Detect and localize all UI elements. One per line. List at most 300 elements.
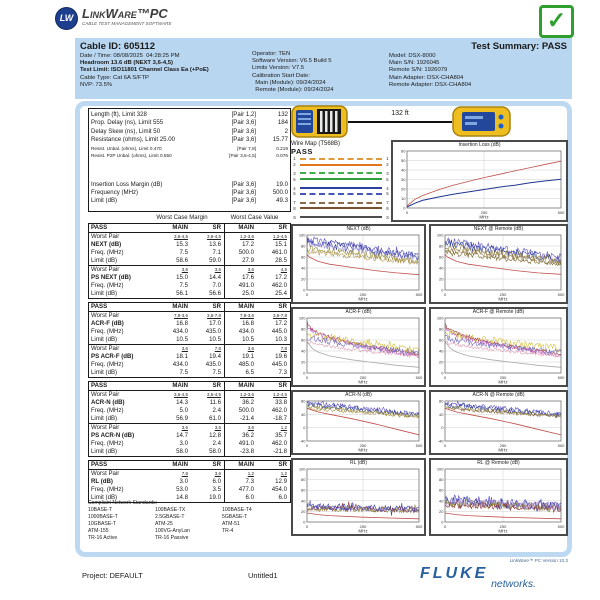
svg-text:30: 30 bbox=[401, 177, 406, 182]
measurement-row bbox=[91, 111, 288, 119]
measurement-value: 0.219 bbox=[276, 145, 288, 151]
table-row-label: Freq. (MHz) bbox=[91, 407, 124, 414]
svg-text:500: 500 bbox=[415, 443, 423, 448]
table-cell-value: 58.6 bbox=[176, 257, 188, 264]
worst-pair-value: 1,2-4,5 bbox=[272, 234, 287, 239]
svg-text:500: 500 bbox=[415, 375, 423, 380]
band-info-line: Main (Module): 09/24/2024 bbox=[252, 79, 326, 86]
table-cell-value: 3.5 bbox=[212, 486, 221, 493]
wire-line bbox=[300, 158, 382, 160]
table-cell-value: 462.0 bbox=[271, 407, 287, 414]
wire-map-status: PASS bbox=[291, 147, 313, 156]
measurement-value: 132 bbox=[277, 111, 288, 118]
table-cell-value: 17.2 bbox=[275, 320, 287, 327]
svg-text:20: 20 bbox=[301, 508, 306, 514]
wire-line bbox=[300, 193, 382, 195]
svg-text:80: 80 bbox=[439, 326, 444, 332]
worst-case-header bbox=[88, 215, 291, 221]
chart-next-remote bbox=[429, 224, 568, 304]
worst-pair-value: 3,6 bbox=[181, 425, 188, 430]
svg-text:20: 20 bbox=[439, 359, 444, 365]
table-cell-value: 36.2 bbox=[224, 399, 257, 407]
table-row-label: Limit (dB) bbox=[91, 290, 118, 297]
wire-line bbox=[300, 207, 382, 209]
software-version-note: LinkWare™ PC Version 10.3 bbox=[509, 558, 568, 563]
chart-title: NEXT @ Remote (dB) bbox=[473, 226, 524, 232]
chart-title: RL (dB) bbox=[349, 460, 368, 466]
worst-pair-label: Worst Pair bbox=[91, 345, 120, 352]
table-cell-value: 12.9 bbox=[275, 478, 287, 485]
chart-acrf-main bbox=[291, 307, 426, 387]
svg-text:100: 100 bbox=[298, 233, 306, 238]
chart-plot bbox=[293, 399, 424, 453]
table-status: PASS bbox=[91, 461, 108, 468]
table-row-label: RL (dB) bbox=[91, 478, 113, 485]
svg-text:MHz: MHz bbox=[498, 379, 508, 385]
svg-text:100: 100 bbox=[436, 467, 444, 472]
logo-subtitle: CABLE TEST MANAGEMENT SOFTWARE bbox=[82, 21, 172, 26]
table-cell-value: 7.1 bbox=[212, 249, 221, 256]
table-cell-value: 435.0 bbox=[205, 328, 221, 335]
table-cell-value: 17.0 bbox=[209, 320, 221, 327]
table-cell-value: 491.0 bbox=[224, 440, 257, 448]
worst-pair-value: 3,6 bbox=[214, 471, 221, 476]
svg-text:40: 40 bbox=[439, 498, 444, 504]
svg-text:40: 40 bbox=[301, 265, 306, 271]
wire-line bbox=[300, 187, 382, 189]
table-cell-value: 25.4 bbox=[275, 290, 287, 297]
svg-text:MHz: MHz bbox=[358, 379, 368, 385]
table-cell-value: 7.5 bbox=[179, 369, 188, 376]
svg-text:MHz: MHz bbox=[479, 214, 489, 220]
standard-item: 5GBASE-T bbox=[222, 513, 248, 520]
band-info-line: Remote S/N: 1926079 bbox=[389, 67, 448, 74]
worst-pair-value: 1,2 bbox=[224, 470, 257, 478]
standards-row bbox=[88, 507, 291, 514]
table-col-header: SR bbox=[212, 461, 221, 468]
fluke-networks-logo bbox=[420, 566, 570, 589]
wire-pin-left: 6 bbox=[293, 176, 296, 182]
wire-line bbox=[300, 172, 382, 174]
wire-pin-left: 7 bbox=[293, 200, 296, 206]
table-cell-value: 7.3 bbox=[278, 369, 287, 376]
table-col-header: MAIN bbox=[172, 461, 188, 468]
svg-text:60: 60 bbox=[301, 254, 306, 260]
table-cell-value: 2.4 bbox=[212, 407, 221, 414]
table-cell-value: 434.0 bbox=[172, 328, 188, 335]
chart-next-main bbox=[291, 224, 426, 304]
table-cell-value: 445.0 bbox=[271, 328, 287, 335]
wire-row bbox=[291, 191, 391, 197]
svg-text:MHz: MHz bbox=[358, 528, 368, 534]
svg-text:100: 100 bbox=[298, 316, 306, 321]
band-info-line: Cable Type: Cat 6A S/FTP bbox=[80, 74, 149, 81]
table-cell-value: 10.5 bbox=[224, 336, 257, 344]
summary-band bbox=[75, 38, 572, 99]
table-row-label: Freq. (MHz) bbox=[91, 486, 124, 493]
table-cell-value: -21.4 bbox=[224, 415, 257, 423]
chart-rl-main bbox=[291, 458, 426, 536]
standards-row bbox=[88, 521, 291, 528]
footer-project: Project: DEFAULT bbox=[82, 571, 143, 580]
table-cell-value: 6.0 bbox=[212, 478, 221, 485]
worst-pair-value: 3,6 bbox=[214, 425, 221, 430]
measurement-label: Length (ft), Limit 328 bbox=[91, 111, 147, 118]
chart-acrn-remote bbox=[429, 390, 568, 455]
measurement-row bbox=[91, 119, 288, 127]
worst-pair-value: 3,6 bbox=[224, 266, 257, 274]
measurement-value: 15.77 bbox=[272, 136, 288, 144]
table-row-label: ACR-F (dB) bbox=[91, 320, 124, 327]
result-table bbox=[88, 460, 291, 503]
measurement-row bbox=[91, 128, 288, 136]
table-cell-value: 491.0 bbox=[224, 282, 257, 290]
table-cell-value: 18.1 bbox=[176, 353, 188, 360]
wire-line bbox=[300, 178, 382, 180]
worst-pair-value: 3,6-4,5 bbox=[173, 392, 188, 397]
measurement-pair: [Pair 3,6] bbox=[231, 136, 256, 144]
svg-text:500: 500 bbox=[415, 524, 423, 529]
measurement-row bbox=[91, 197, 288, 205]
svg-text:20: 20 bbox=[439, 508, 444, 514]
table-cell-value: 3.0 bbox=[179, 478, 188, 485]
measurement-pair: [Pair 3,6] bbox=[231, 197, 256, 205]
measurement-value: 2 bbox=[284, 127, 288, 135]
measurement-label: Resistance (ohms), Limit 25.00 bbox=[91, 136, 175, 144]
chart-plot bbox=[431, 316, 566, 385]
table-row-label: ACR-N (dB) bbox=[91, 399, 125, 406]
standard-item: TR-4 bbox=[222, 527, 234, 534]
measurement-label: Prop. Delay (ns), Limit 555 bbox=[91, 119, 164, 127]
table-cell-value: 27.9 bbox=[224, 257, 257, 265]
wire-pin-right: 8 bbox=[386, 205, 389, 211]
wire-pin-right: S bbox=[386, 214, 389, 220]
svg-text:500: 500 bbox=[557, 375, 565, 380]
table-cell-value: 61.0 bbox=[209, 415, 221, 422]
table-cell-value: 477.0 bbox=[224, 486, 257, 494]
table-cell-value: 56.9 bbox=[176, 415, 188, 422]
wire-pin-left: 1 bbox=[293, 156, 296, 162]
measurement-summary-box bbox=[88, 108, 291, 212]
svg-text:0: 0 bbox=[441, 425, 444, 431]
svg-text:0: 0 bbox=[443, 292, 447, 297]
table-cell-value: 7.0 bbox=[212, 282, 221, 289]
chart-title: ACR-N @ Remote (dB) bbox=[472, 392, 525, 398]
svg-text:250: 250 bbox=[499, 375, 507, 380]
footer-filename: Untitled1 bbox=[248, 571, 278, 580]
table-col-header: MAIN bbox=[224, 303, 257, 311]
svg-text:20: 20 bbox=[401, 186, 406, 192]
standard-item: TR-16 Passive bbox=[155, 534, 189, 541]
wire-row bbox=[291, 176, 391, 182]
svg-text:MHz: MHz bbox=[498, 296, 508, 302]
svg-text:0: 0 bbox=[403, 205, 406, 211]
standard-item: 2.5GBASE-T bbox=[155, 513, 185, 520]
svg-text:100: 100 bbox=[298, 467, 306, 472]
table-row-label: Limit (dB) bbox=[91, 448, 118, 455]
svg-text:MHz: MHz bbox=[358, 296, 368, 302]
svg-text:500: 500 bbox=[557, 524, 565, 529]
chart-plot bbox=[293, 316, 424, 385]
table-cell-value: 19.4 bbox=[209, 353, 221, 360]
table-cell-value: 6.0 bbox=[278, 494, 287, 501]
worst-pair-value: 7,8 bbox=[181, 471, 188, 476]
svg-text:MHz: MHz bbox=[498, 528, 508, 534]
chart-title: ACR-F @ Remote (dB) bbox=[472, 309, 525, 315]
worst-pair-label: Worst Pair bbox=[91, 424, 120, 431]
svg-text:250: 250 bbox=[359, 443, 367, 448]
table-cell-value: 434.0 bbox=[224, 328, 257, 336]
svg-text:40: 40 bbox=[439, 348, 444, 354]
wire-row bbox=[291, 214, 391, 220]
chart-title: Insertion Loss (dB) bbox=[458, 142, 501, 148]
table-cell-value: 6.5 bbox=[224, 369, 257, 377]
measurement-row bbox=[91, 181, 288, 189]
measurement-label: Resist. Unbal. (ohms), Limit 0.470 bbox=[91, 145, 162, 151]
worst-pair-value: 3,6 bbox=[214, 267, 221, 272]
chart-acrn-main bbox=[291, 390, 426, 455]
table-col-header: SR bbox=[278, 382, 287, 389]
table-cell-value: 7.5 bbox=[212, 369, 221, 376]
svg-text:0: 0 bbox=[305, 524, 309, 529]
chart-title: ACR-F (dB) bbox=[345, 309, 372, 315]
chart-acrf-remote bbox=[429, 307, 568, 387]
chart-rl-remote bbox=[429, 458, 568, 536]
chart-plot bbox=[293, 233, 424, 302]
table-cell-value: 7.5 bbox=[179, 249, 188, 256]
svg-text:0: 0 bbox=[443, 524, 447, 529]
table-cell-value: 454.0 bbox=[271, 486, 287, 493]
chart-plot bbox=[431, 467, 566, 534]
table-cell-value: -23.8 bbox=[224, 448, 257, 456]
linkware-logo-badge-icon: LW bbox=[55, 7, 78, 30]
table-col-header: SR bbox=[212, 382, 221, 389]
worst-pair-value: 7,8-3,6 bbox=[224, 312, 257, 320]
worst-pair-value: 3,6-4,5 bbox=[173, 234, 188, 239]
table-cell-value: 485.0 bbox=[224, 361, 257, 369]
table-cell-value: 3.0 bbox=[179, 440, 188, 447]
svg-text:0: 0 bbox=[441, 519, 444, 525]
wire-line bbox=[300, 216, 382, 218]
svg-text:40: 40 bbox=[439, 265, 444, 271]
standard-item: 100BASE-TX bbox=[155, 507, 186, 513]
svg-text:60: 60 bbox=[439, 337, 444, 343]
worst-pair-label: Worst Pair bbox=[91, 233, 120, 240]
measurement-pair: [Pair 3,6] bbox=[231, 189, 256, 197]
worst-pair-label: Worst Pair bbox=[91, 470, 120, 477]
svg-text:250: 250 bbox=[499, 524, 507, 529]
table-cell-value: 58.0 bbox=[176, 448, 188, 455]
worst-pair-value: 3,6 bbox=[181, 346, 188, 351]
table-cell-value: 19.0 bbox=[209, 494, 221, 501]
svg-text:0: 0 bbox=[441, 370, 444, 376]
worst-case-margin-label: Worst Case Margin bbox=[156, 215, 208, 221]
svg-text:60: 60 bbox=[439, 487, 444, 493]
measurement-row bbox=[91, 152, 288, 159]
standard-item: 100VG-AnyLan bbox=[155, 527, 190, 534]
worst-pair-value: 7,8-3,6 bbox=[173, 313, 188, 318]
table-row-label: PS NEXT (dB) bbox=[91, 274, 131, 281]
summary-band-col2 bbox=[252, 41, 389, 96]
cable-length-label: 132 ft bbox=[391, 110, 409, 117]
result-table bbox=[88, 223, 291, 299]
table-cell-value: 53.0 bbox=[176, 486, 188, 493]
measurement-pair: [Pair 3,6-4,5] bbox=[229, 152, 256, 158]
wire-pin-left: 4 bbox=[293, 185, 296, 191]
wire-pin-right: 6 bbox=[386, 176, 389, 182]
table-col-header: SR bbox=[278, 461, 287, 468]
cable-run-line bbox=[348, 121, 452, 123]
measurement-label: Insertion Loss Margin (dB) bbox=[91, 180, 163, 188]
measurement-row bbox=[91, 136, 288, 144]
standard-item: 100BASE-T4 bbox=[222, 507, 252, 513]
standard-item bbox=[222, 535, 289, 542]
result-tables bbox=[88, 223, 291, 506]
svg-text:60: 60 bbox=[439, 254, 444, 260]
table-cell-value: 10.3 bbox=[275, 336, 287, 343]
table-cell-value: 14.7 bbox=[176, 432, 188, 439]
svg-text:0: 0 bbox=[305, 292, 309, 297]
svg-text:500: 500 bbox=[557, 210, 565, 215]
table-row-label: Limit (dB) bbox=[91, 257, 118, 264]
svg-text:0: 0 bbox=[305, 443, 309, 448]
measurement-label: Delay Skew (ns), Limit 50 bbox=[91, 127, 161, 135]
chart-title: ACR-N (dB) bbox=[345, 392, 372, 398]
wire-pin-right: 4 bbox=[386, 185, 389, 191]
wire-pin-left: S bbox=[293, 214, 296, 220]
table-status: PASS bbox=[91, 382, 108, 389]
table-col-header: MAIN bbox=[172, 303, 188, 310]
svg-text:50: 50 bbox=[401, 158, 406, 163]
table-cell-value: -21.8 bbox=[273, 448, 287, 455]
table-cell-value: 15.0 bbox=[176, 274, 188, 281]
wire-row bbox=[291, 206, 391, 212]
wire-pin-right: 1 bbox=[386, 156, 389, 162]
wire-pin-right: 2 bbox=[386, 162, 389, 168]
table-col-header: MAIN bbox=[224, 382, 257, 390]
standards-row bbox=[88, 535, 291, 542]
svg-text:0: 0 bbox=[303, 425, 306, 431]
compliant-standards bbox=[88, 500, 291, 542]
wire-pin-right: 7 bbox=[386, 200, 389, 206]
table-col-header: MAIN bbox=[224, 461, 257, 469]
table-cell-value: 17.2 bbox=[224, 241, 257, 249]
standard-item: ATM-25 bbox=[155, 520, 173, 527]
chart-plot bbox=[293, 467, 424, 534]
table-cell-value: 15.3 bbox=[176, 241, 188, 248]
table-row-label: Freq. (MHz) bbox=[91, 249, 124, 256]
table-cell-value: 10.5 bbox=[209, 336, 221, 343]
table-col-header: SR bbox=[212, 224, 221, 231]
svg-text:40: 40 bbox=[301, 498, 306, 504]
table-cell-value: 7.5 bbox=[179, 282, 188, 289]
table-cell-value: 56.6 bbox=[209, 290, 221, 297]
band-info-line: Main S/N: 1926045 bbox=[389, 60, 440, 67]
table-cell-value: 15.1 bbox=[275, 241, 287, 248]
svg-text:20: 20 bbox=[301, 359, 306, 365]
svg-text:10: 10 bbox=[401, 196, 406, 201]
summary-band-col1 bbox=[80, 41, 252, 96]
table-row-label: PS ACR-N (dB) bbox=[91, 432, 135, 439]
worst-pair-value: 1,2 bbox=[280, 471, 287, 476]
linkware-logo bbox=[55, 7, 172, 30]
worst-pair-value: 3,6 bbox=[181, 267, 188, 272]
checkmark-glyph: ✓ bbox=[546, 7, 567, 33]
svg-text:80: 80 bbox=[439, 399, 444, 404]
table-cell-value: 25.0 bbox=[224, 290, 257, 298]
measurement-value: 184 bbox=[277, 119, 288, 127]
table-cell-value: 17.6 bbox=[224, 274, 257, 282]
result-table bbox=[88, 381, 291, 457]
table-cell-value: 14.4 bbox=[209, 274, 221, 281]
band-info-line: Test Limit: ISO11801 Channel Class Ea (+PoE) bbox=[80, 67, 209, 74]
table-cell-value: 19.6 bbox=[275, 353, 287, 360]
worst-pair-value: 3,6-7,8 bbox=[272, 313, 287, 318]
table-cell-value: 462.0 bbox=[271, 440, 287, 447]
band-info-line: Headroom 13.6 dB (NEXT 3,6-4,5) bbox=[80, 60, 173, 67]
svg-text:60: 60 bbox=[301, 337, 306, 343]
table-row-label: NEXT (dB) bbox=[91, 241, 122, 248]
table-cell-value: 5.0 bbox=[179, 407, 188, 414]
band-info-line: Operator: TEN bbox=[252, 51, 291, 57]
cable-id: Cable ID: 605112 bbox=[80, 41, 155, 52]
band-info-line: Main Adapter: DSX-CHA804 bbox=[389, 74, 464, 81]
svg-text:500: 500 bbox=[415, 292, 423, 297]
table-status: PASS bbox=[91, 303, 108, 310]
chart-title: NEXT (dB) bbox=[346, 226, 371, 232]
table-cell-value: -18.7 bbox=[273, 415, 287, 422]
table-status: PASS bbox=[91, 224, 108, 231]
wire-pin-right: 3 bbox=[386, 170, 389, 176]
standard-item: 10BASE-T bbox=[88, 507, 113, 513]
svg-text:100: 100 bbox=[436, 316, 444, 321]
worst-pair-label: Worst Pair bbox=[91, 391, 120, 398]
table-cell-value: 435.0 bbox=[205, 361, 221, 368]
svg-text:80: 80 bbox=[301, 477, 306, 483]
band-info-line: Software Version: V6.5 Build 5 bbox=[252, 58, 332, 65]
table-cell-value: 16.8 bbox=[224, 320, 257, 328]
svg-text:80: 80 bbox=[439, 243, 444, 249]
standard-item: TR-16 Active bbox=[88, 534, 118, 541]
standards-row bbox=[88, 528, 291, 535]
worst-pair-value: 7,8 bbox=[214, 346, 221, 351]
measurement-row bbox=[91, 145, 288, 152]
table-cell-value: 445.0 bbox=[271, 361, 287, 368]
svg-text:0: 0 bbox=[305, 375, 309, 380]
table-col-header: MAIN bbox=[172, 382, 188, 389]
measurement-value: 0.076 bbox=[276, 152, 288, 158]
table-cell-value: 19.1 bbox=[224, 353, 257, 361]
measurement-value: 500.0 bbox=[272, 189, 288, 197]
summary-band-col3 bbox=[389, 41, 567, 96]
table-cell-value: 35.7 bbox=[275, 432, 287, 439]
measurement-pair: [Pair 3,6] bbox=[231, 180, 256, 188]
wire-pin-left: 3 bbox=[293, 170, 296, 176]
svg-text:40: 40 bbox=[301, 348, 306, 354]
table-cell-value: 28.5 bbox=[275, 257, 287, 264]
svg-text:0: 0 bbox=[441, 287, 444, 293]
svg-text:MHz: MHz bbox=[498, 447, 508, 453]
table-row-label: Limit (dB) bbox=[91, 494, 118, 501]
table-cell-value: 58.0 bbox=[209, 448, 221, 455]
chart-plot bbox=[431, 399, 566, 453]
table-row-label: Freq. (MHz) bbox=[91, 328, 124, 335]
svg-text:100: 100 bbox=[436, 233, 444, 238]
svg-text:80: 80 bbox=[301, 326, 306, 332]
svg-text:500: 500 bbox=[557, 292, 565, 297]
test-summary: Test Summary: PASS bbox=[471, 41, 567, 52]
svg-text:0: 0 bbox=[443, 375, 447, 380]
